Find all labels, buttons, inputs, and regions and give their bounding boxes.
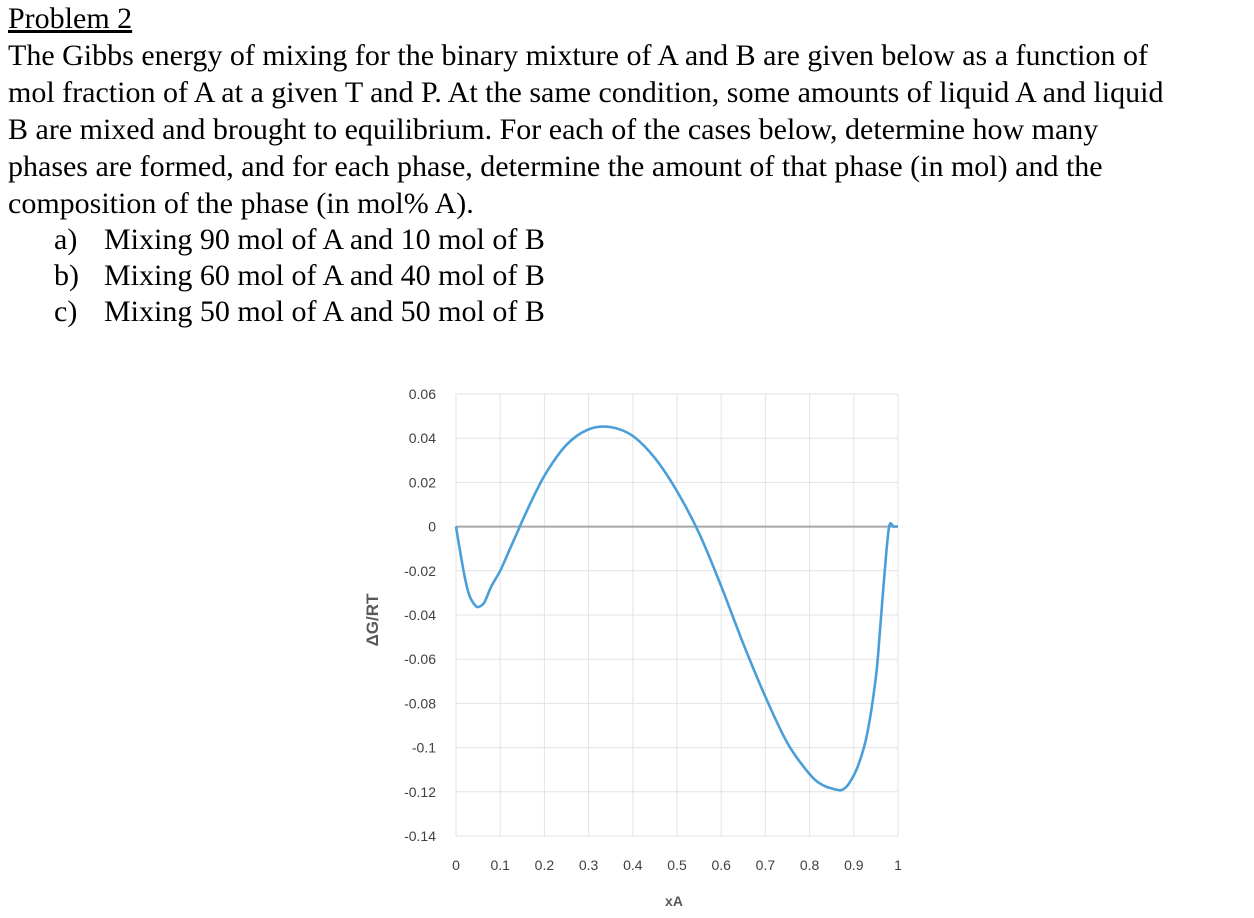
case-text: Mixing 90 mol of A and 10 mol of B [104, 223, 545, 256]
x-tick-label: 0.4 [623, 857, 643, 873]
x-tick-label: 0.6 [711, 857, 731, 873]
y-tick-label: -0.06 [404, 651, 436, 668]
statement-line: composition of the phase (in mol% A). [8, 187, 474, 220]
x-axis-ticks [452, 857, 902, 873]
y-axis-label: ΔG/RT [363, 593, 382, 647]
y-tick-label: 0 [428, 518, 436, 535]
y-axis-ticks [404, 386, 436, 844]
x-tick-label: 1 [894, 857, 902, 873]
x-tick-label: 0.1 [490, 857, 510, 873]
y-tick-label: -0.02 [404, 562, 436, 579]
y-tick-label: 0.06 [408, 386, 436, 402]
y-tick-label: 0.04 [408, 430, 436, 447]
case-text: Mixing 60 mol of A and 40 mol of B [104, 259, 545, 292]
case-marker: c) [54, 295, 78, 328]
x-tick-label: 0.9 [844, 857, 864, 873]
statement-line: mol fraction of A at a given T and P. At the same condition, some amounts of liquid A and liquid [8, 76, 1164, 109]
problem-heading: Problem 2 [8, 2, 133, 35]
case-item-a [8, 222, 1248, 258]
statement-line: phases are formed, and for each phase, determine the amount of that phase (in mol) and the [8, 150, 1103, 183]
problem-statement [8, 37, 1248, 222]
chart-grid [456, 394, 898, 836]
x-tick-label: 0.3 [578, 857, 599, 873]
statement-line: B are mixed and brought to equilibrium. For each of the cases below, determine how many [8, 113, 1099, 146]
statement-line: The Gibbs energy of mixing for the binary mixture of A and B are given below as a function of [8, 39, 1148, 72]
case-item-c [8, 294, 1248, 330]
case-marker: a) [54, 223, 78, 256]
x-tick-label: 0 [452, 857, 460, 873]
case-marker: b) [54, 259, 79, 292]
case-text: Mixing 50 mol of A and 50 mol of B [104, 295, 545, 328]
case-item-b [8, 258, 1248, 294]
x-axis-label: xA [665, 893, 683, 909]
y-tick-label: -0.1 [411, 739, 436, 756]
case-list [8, 222, 1248, 330]
y-tick-label: -0.08 [404, 695, 436, 712]
gibbs-energy-chart [340, 370, 920, 910]
x-tick-label: 0.5 [667, 857, 687, 873]
y-tick-label: 0.02 [408, 474, 436, 491]
y-tick-label: -0.04 [404, 607, 436, 623]
y-tick-label: -0.14 [404, 828, 436, 844]
problem-document [8, 0, 1248, 330]
x-tick-label: 0.8 [799, 857, 820, 873]
y-tick-label: -0.12 [404, 783, 436, 800]
x-tick-label: 0.2 [534, 857, 555, 873]
x-tick-label: 0.7 [755, 857, 776, 873]
